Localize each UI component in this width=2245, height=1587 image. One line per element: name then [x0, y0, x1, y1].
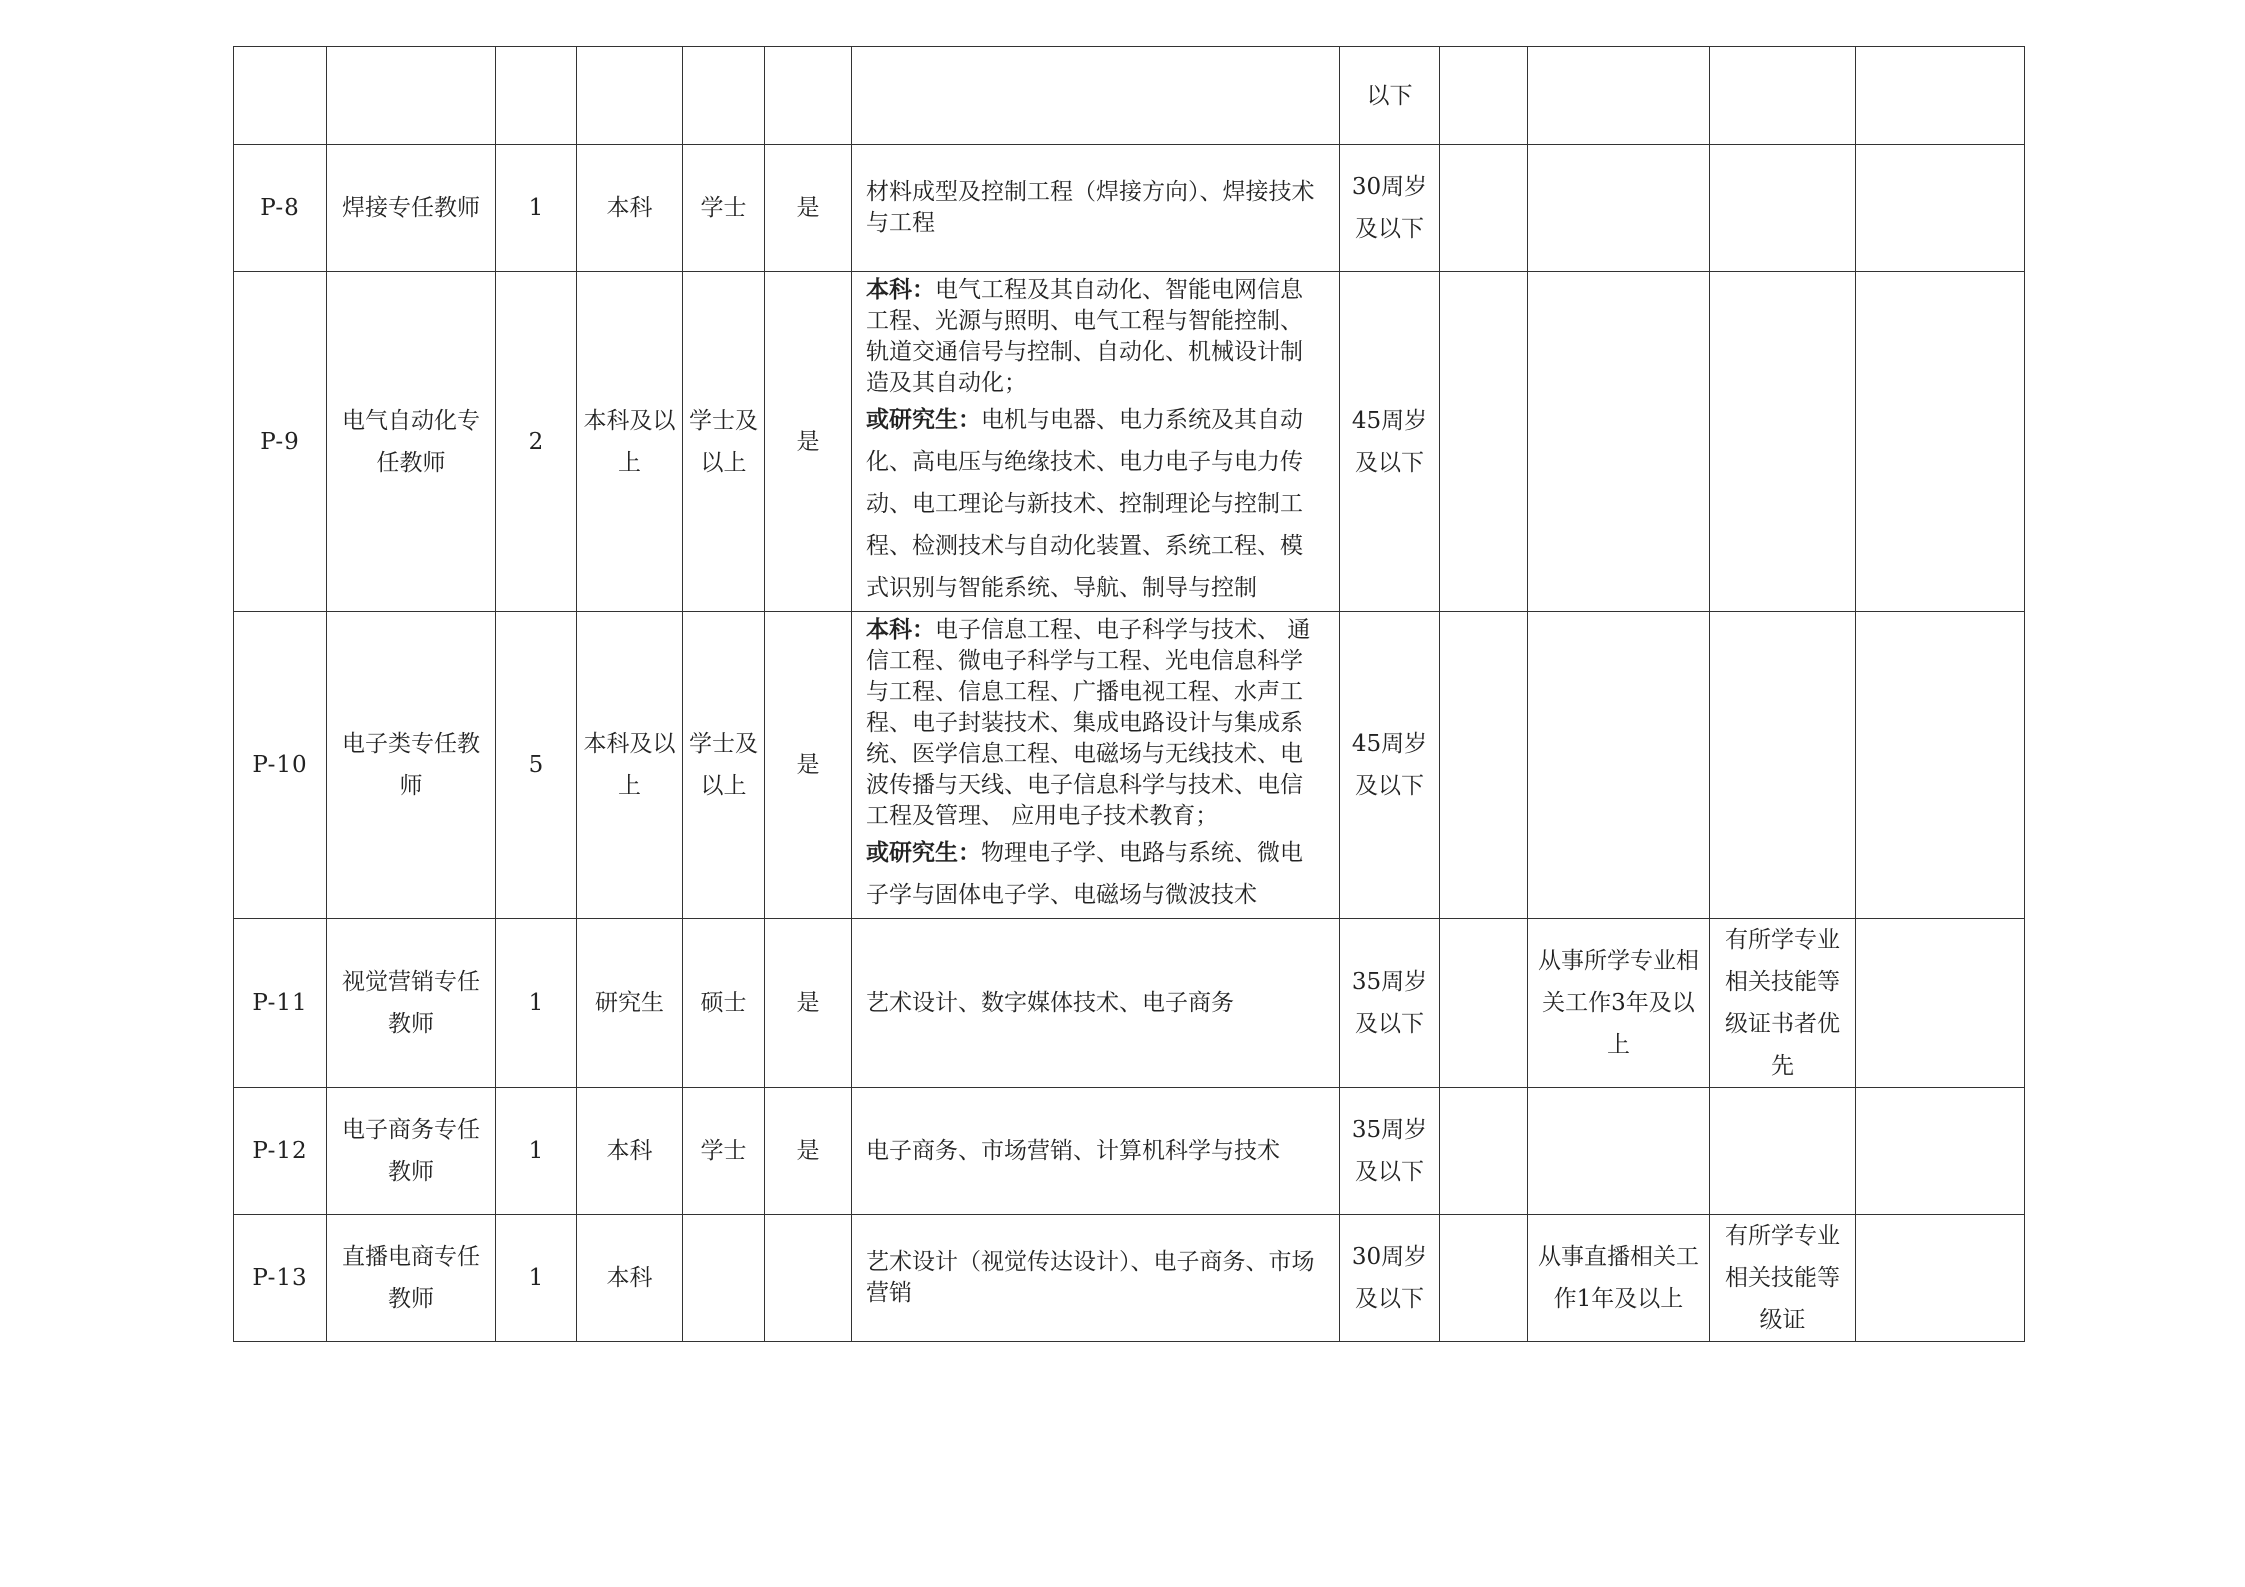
- undergrad-majors: 电气工程及其自动化、智能电网信息工程、光源与照明、电气工程与智能控制、轨道交通信号与控制、自动化、机械设计制造及其自动化；: [866, 277, 1303, 396]
- degree: 学士: [683, 1088, 765, 1215]
- full-time: 是: [765, 272, 852, 612]
- age-limit: 30周岁及以下: [1340, 145, 1440, 272]
- age-limit: 30周岁及以下: [1340, 1215, 1440, 1342]
- post-title: 焊接专任教师: [327, 145, 496, 272]
- table-row: [234, 612, 2025, 919]
- full-time: 是: [765, 145, 852, 272]
- experience-requirement: [1528, 145, 1710, 272]
- education: 本科: [577, 145, 683, 272]
- postgrad-majors: 物理电子学、电路与系统、微电子学与固体电子学、电磁场与微波技术: [866, 840, 1303, 908]
- postgrad-majors: 电机与电器、电力系统及其自动化、高电压与绝缘技术、电力电子与电力传动、电工理论与新技术、控制理论与控制工程、检测技术与自动化装置、系统工程、模式识别与智能系统、导航、制导与控制: [866, 407, 1303, 601]
- extra-cell: [1440, 1088, 1528, 1215]
- degree: 硕士: [683, 919, 765, 1088]
- experience-requirement: [1528, 1088, 1710, 1215]
- extra-cell: [1440, 47, 1528, 145]
- extra-cell: [1440, 1215, 1528, 1342]
- other-requirement: [1710, 47, 1856, 145]
- extra-cell: [1440, 612, 1528, 919]
- table-row: [234, 1215, 2025, 1342]
- table-row: [234, 145, 2025, 272]
- full-time: 是: [765, 1088, 852, 1215]
- post-code: P-9: [234, 272, 327, 612]
- age-limit: 45周岁及以下: [1340, 612, 1440, 919]
- recruitment-table: [233, 46, 2025, 1342]
- post-code: P-10: [234, 612, 327, 919]
- other-requirement: 有所学专业相关技能等级证: [1710, 1215, 1856, 1342]
- headcount: 5: [496, 612, 577, 919]
- table-row: [234, 1088, 2025, 1215]
- experience-requirement: 从事所学专业相关工作3年及以上: [1528, 919, 1710, 1088]
- full-time: [765, 1215, 852, 1342]
- post-title: 电气自动化专任教师: [327, 272, 496, 612]
- post-code: P-11: [234, 919, 327, 1088]
- education: [577, 47, 683, 145]
- post-title: 电子商务专任教师: [327, 1088, 496, 1215]
- other-requirement: [1710, 612, 1856, 919]
- extra-cell: [1440, 919, 1528, 1088]
- undergrad-label: 本科：: [866, 276, 935, 303]
- age-limit: 35周岁及以下: [1340, 919, 1440, 1088]
- extra-cell: [1440, 145, 1528, 272]
- table-row: [234, 919, 2025, 1088]
- experience-requirement: [1528, 612, 1710, 919]
- age-limit: 以下: [1340, 47, 1440, 145]
- education: 本科及以上: [577, 612, 683, 919]
- remark: [1856, 47, 2025, 145]
- table-row: [234, 272, 2025, 612]
- education: 本科: [577, 1088, 683, 1215]
- remark: [1856, 1215, 2025, 1342]
- experience-requirement: 从事直播相关工作1年及以上: [1528, 1215, 1710, 1342]
- extra-cell: [1440, 272, 1528, 612]
- education: 本科: [577, 1215, 683, 1342]
- degree: 学士: [683, 145, 765, 272]
- post-title: 电子类专任教师: [327, 612, 496, 919]
- headcount: 2: [496, 272, 577, 612]
- post-title: [327, 47, 496, 145]
- full-time: 是: [765, 919, 852, 1088]
- undergrad-majors: 电子信息工程、电子科学与技术、 通信工程、微电子科学与工程、光电信息科学与工程、信息工程、广播电视工程、水声工程、电子封装技术、集成电路设计与集成系统、医学信息工程、电磁场与无线技术、电波传播与天线、电子信息科学与技术、电信工程及管理、 应用电子技术教育；: [866, 617, 1311, 829]
- education: 研究生: [577, 919, 683, 1088]
- headcount: 1: [496, 1088, 577, 1215]
- age-limit: 35周岁及以下: [1340, 1088, 1440, 1215]
- major-requirement: [852, 272, 1340, 612]
- major-requirement: 艺术设计（视觉传达设计）、电子商务、市场营销: [852, 1215, 1340, 1342]
- headcount: [496, 47, 577, 145]
- full-time: [765, 47, 852, 145]
- other-requirement: 有所学专业相关技能等级证书者优先: [1710, 919, 1856, 1088]
- major-requirement: 电子商务、市场营销、计算机科学与技术: [852, 1088, 1340, 1215]
- experience-requirement: [1528, 272, 1710, 612]
- postgrad-label: 或研究生：: [866, 406, 981, 433]
- post-code: P-13: [234, 1215, 327, 1342]
- post-code: P-8: [234, 145, 327, 272]
- headcount: 1: [496, 919, 577, 1088]
- remark: [1856, 612, 2025, 919]
- other-requirement: [1710, 145, 1856, 272]
- post-title: 直播电商专任教师: [327, 1215, 496, 1342]
- degree: [683, 1215, 765, 1342]
- education: 本科及以上: [577, 272, 683, 612]
- degree: 学士及以上: [683, 612, 765, 919]
- major-requirement: [852, 612, 1340, 919]
- post-title: 视觉营销专任教师: [327, 919, 496, 1088]
- remark: [1856, 919, 2025, 1088]
- table-row: [234, 47, 2025, 145]
- full-time: 是: [765, 612, 852, 919]
- post-code: P-12: [234, 1088, 327, 1215]
- undergrad-label: 本科：: [866, 616, 935, 643]
- postgrad-label: 或研究生：: [866, 839, 981, 866]
- major-requirement: [852, 47, 1340, 145]
- major-requirement: 艺术设计、数字媒体技术、电子商务: [852, 919, 1340, 1088]
- remark: [1856, 272, 2025, 612]
- remark: [1856, 145, 2025, 272]
- experience-requirement: [1528, 47, 1710, 145]
- remark: [1856, 1088, 2025, 1215]
- degree: 学士及以上: [683, 272, 765, 612]
- headcount: 1: [496, 1215, 577, 1342]
- headcount: 1: [496, 145, 577, 272]
- other-requirement: [1710, 1088, 1856, 1215]
- degree: [683, 47, 765, 145]
- major-requirement: 材料成型及控制工程（焊接方向）、焊接技术与工程: [852, 145, 1340, 272]
- age-limit: 45周岁及以下: [1340, 272, 1440, 612]
- other-requirement: [1710, 272, 1856, 612]
- post-code: [234, 47, 327, 145]
